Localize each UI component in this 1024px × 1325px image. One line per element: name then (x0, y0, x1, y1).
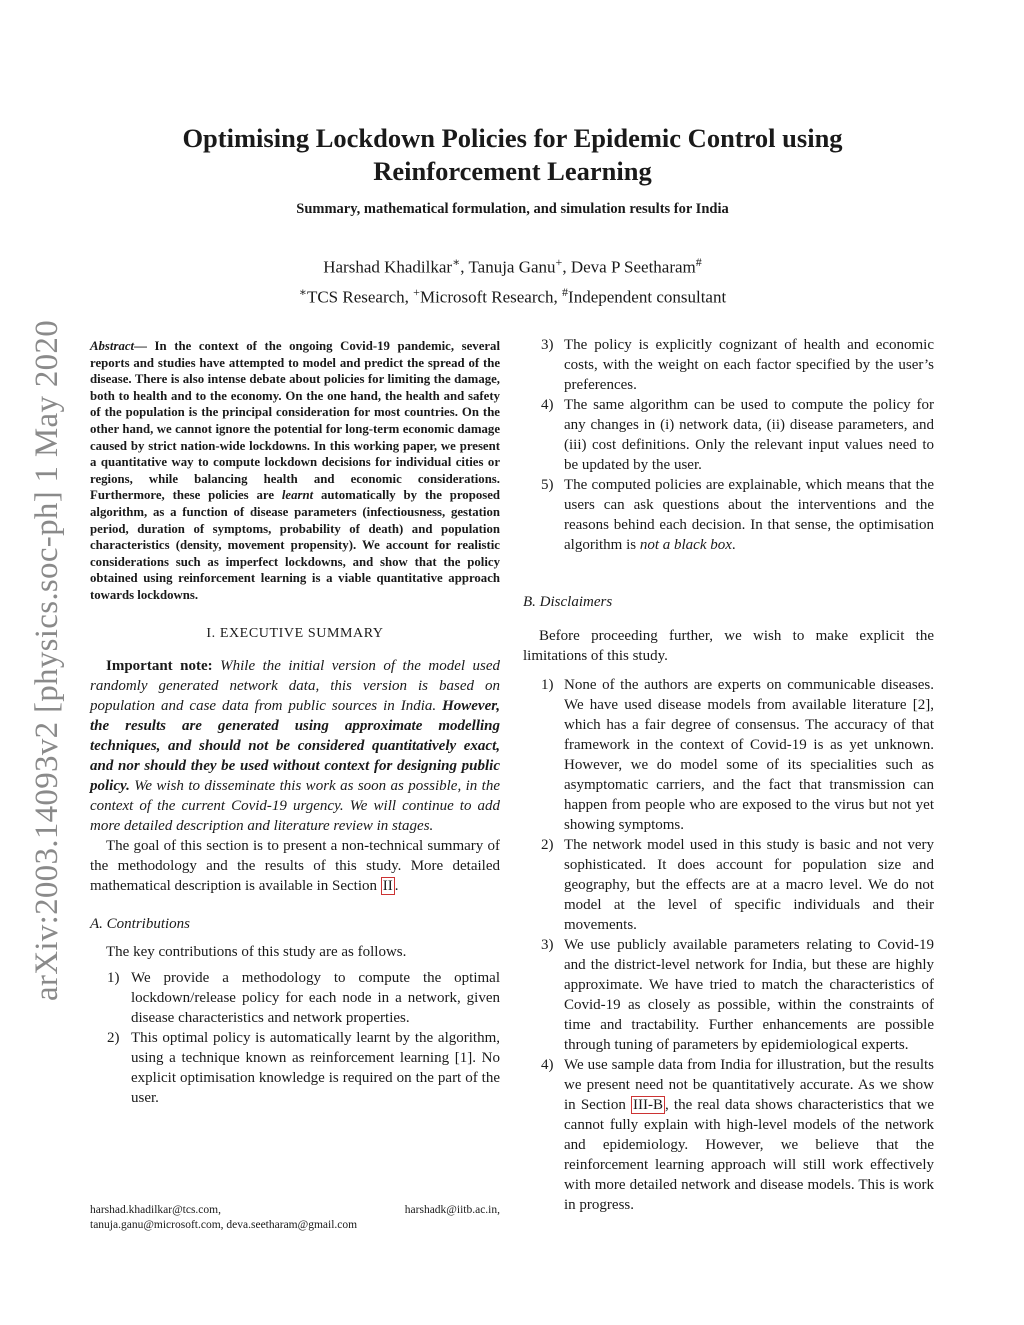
author-3-mark: # (695, 255, 702, 269)
list-item-number: 1) (541, 677, 554, 693)
list-item (523, 835, 934, 935)
list-item-text: The policy is explicitly cognizant of health and economic costs, with the weight on each factor specified by the user’s preferences. (564, 337, 934, 393)
list-item-text: We use publicly available parameters relating to Covid-19 and the district-level network for India, but these are highly approximate. We have tried to match the characteristics of Covid-19 as closely as possible, within the constraints of time and tractability. Further enhancements are possible through tuning of parameters by epidemiological experts. (564, 937, 934, 1053)
list-item-end: . (731, 537, 736, 553)
list-item-italic: not a black box (639, 537, 732, 553)
list-item (523, 1055, 934, 1215)
author-block (160, 250, 865, 309)
list-item-number: 2) (107, 1029, 120, 1046)
important-label: Important note: (106, 657, 213, 674)
right-column (523, 335, 934, 1215)
list-item-text-2: , the real data shows characteristics that we cannot fully explain with high-level models of the network and epidemiology. However, we believe that the reinforcement learning approach will still work effectively with more detailed network and disease models. This is work in progress. (564, 1097, 934, 1213)
list-item (523, 395, 934, 475)
list-item (523, 475, 934, 555)
contributions-list (90, 968, 500, 1108)
author-names: Harshad Khadilkar∗, Tanuja Ganu+, Deva P Seetharam# (323, 255, 702, 277)
affiliation-1: TCS Research, (306, 287, 414, 307)
list-item-text: This optimal policy is automatically learnt by the algorithm, using a technique known as reinforcement learning [1]. No explicit optimisation knowledge is required on the part of the user. (131, 1029, 500, 1106)
disclaimers-intro: Before proceeding further, we wish to make explicit the limitations of this study. (523, 628, 934, 664)
email-3[interactable]: tanuja.ganu@microsoft.com, deva.seetharam@gmail.com (90, 1219, 358, 1231)
important-italic-2: We wish to disseminate this work as soon as possible, in the context of the current Covid-19 urgency. We will continue to add more detailed description and literature review in stages. (90, 777, 500, 834)
abstract-label: Abstract (90, 339, 135, 353)
list-item (90, 968, 500, 1028)
affiliation-2: Microsoft Research, (419, 287, 563, 307)
email-2[interactable]: harshadk@iitb.ac.in, (404, 1204, 500, 1216)
author-1: Harshad Khadilkar (323, 257, 453, 277)
abstract-text-2: automatically by the proposed algorithm, as a function of disease parameters (infectiousness, gestation period, duration of symptoms, probability of death) and population characteristics (density, movement propensity). We account for realistic considerations such as imperfect lockdowns, and show that the policy obtained using reinforcement learning is a viable quantitative approach towards lockdowns. (90, 488, 500, 602)
footnote-emails (90, 1203, 500, 1233)
goal-text-1: The goal of this section is to present a non-technical summary of the methodology and the results of this study. More detailed mathematical description is available in Section (90, 837, 500, 894)
author-2: Tanuja Ganu (468, 257, 556, 277)
list-item-text: The same algorithm can be used to compute the policy for any changes in (i) network data, (ii) disease parameters, and (iii) cost definitions. Only the relevant input values need to be updated by the user. (564, 397, 934, 473)
arxiv-id-text: arXiv:2003.14093v2 [physics.soc-ph] 1 May 2020 (29, 319, 66, 1001)
list-item-text: The network model used in this study is basic and not very sophisticated. It does account for population size and geography, but the effects are at a macro level. We do not model at the level of specific individuals and their movements. (564, 837, 934, 933)
arxiv-identifier (13, 310, 83, 1010)
list-item (523, 935, 934, 1055)
disclaimers-list (523, 675, 934, 1215)
affiliation-3-mark: # (562, 284, 569, 299)
important-italic-1: While the initial version of the model used randomly generated network data, this version is based on population and case data from public sources in India. (90, 657, 500, 714)
important-bold: However, the results are generated using approximate modelling techniques, and should not be considered quantitatively exact, and nor should they be used without context for designing public policy. (90, 697, 500, 794)
affiliation-3: Independent consultant (568, 287, 727, 307)
section-ref-link[interactable]: II (382, 877, 393, 894)
contributions-intro: The key contributions of this study are as follows. (106, 943, 407, 960)
list-item (523, 335, 934, 395)
list-item-number: 2) (541, 837, 554, 853)
abstract-text-1: In the context of the ongoing Covid-19 pandemic, several reports and studies have attempted to model and predict the spread of the disease. There is also intense debate about policies for limiting the damage, both to health and to the economy. On the one hand, the health and safety of the population is the principal consideration for most countries. On the other hand, we cannot ignore the potential for long-term economic damage caused by strict nation-wide lockdowns. In this working paper, we present a quantitative way to compute lockdown decisions for individual cities or regions, while balancing health and economic considerations. Furthermore, these policies are (90, 339, 501, 503)
list-item-number: 4) (541, 1057, 554, 1073)
contributions-list-continued (523, 335, 934, 555)
abstract-learnt: learnt (281, 488, 314, 503)
disclaimers-heading: B. Disclaimers (523, 594, 613, 610)
paper-subtitle: Summary, mathematical formulation, and simulation results for India (296, 201, 729, 217)
list-item-text: The computed policies are explainable, which means that the users can ask questions about the interventions and the reasons behind each decision. In that sense, the optimisation algorithm is (564, 477, 934, 553)
list-item (523, 675, 934, 835)
author-3: Deva P Seetharam (570, 257, 696, 277)
goal-paragraph (90, 836, 500, 896)
list-item-number: 5) (541, 477, 554, 493)
list-item-number: 3) (541, 937, 554, 953)
list-item-number: 3) (541, 337, 554, 353)
list-item (90, 1028, 500, 1108)
affiliations (160, 280, 865, 310)
author-2-mark: + (555, 255, 563, 269)
abstract (90, 338, 500, 604)
list-item-number: 1) (107, 969, 120, 986)
abstract-dash: — (134, 339, 155, 353)
paper-title: Optimising Lockdown Policies for Epidemic Control using Reinforcement Learning (182, 123, 843, 186)
list-item-number: 4) (541, 397, 554, 413)
author-1-mark: ∗ (452, 255, 461, 269)
contributions-heading: A. Contributions (90, 915, 191, 932)
list-item-text-1: We use sample data from India for illustration, but the results we present need not be quantitatively accurate. As we show in Section (564, 1057, 934, 1113)
goal-text-2: . (394, 877, 399, 894)
left-column (90, 338, 500, 1108)
list-item-text: None of the authors are experts on communicable diseases. We have used disease models from available literature [2], which has a fair degree of consensus. The accuracy of that framework in the context of Covid-19 is as yet unknown. However, we do model some of its specialities such as asymptomatic carriers, and the fact that transmission can happen from people who are exposed to the virus but not yet showing symptoms. (564, 677, 934, 833)
email-1[interactable]: harshad.khadilkar@tcs.com, (90, 1204, 221, 1216)
affiliation-2-mark: + (413, 284, 420, 299)
list-item-text: We provide a methodology to compute the optimal lockdown/release policy for each node in a network, given disease characteristics and network properties. (131, 969, 500, 1026)
affiliation-1-mark: ∗ (298, 284, 307, 299)
important-note (90, 656, 500, 836)
section-heading-executive-summary: I. EXECUTIVE SUMMARY (206, 625, 384, 641)
section-ref-link[interactable]: III-B (633, 1097, 663, 1113)
